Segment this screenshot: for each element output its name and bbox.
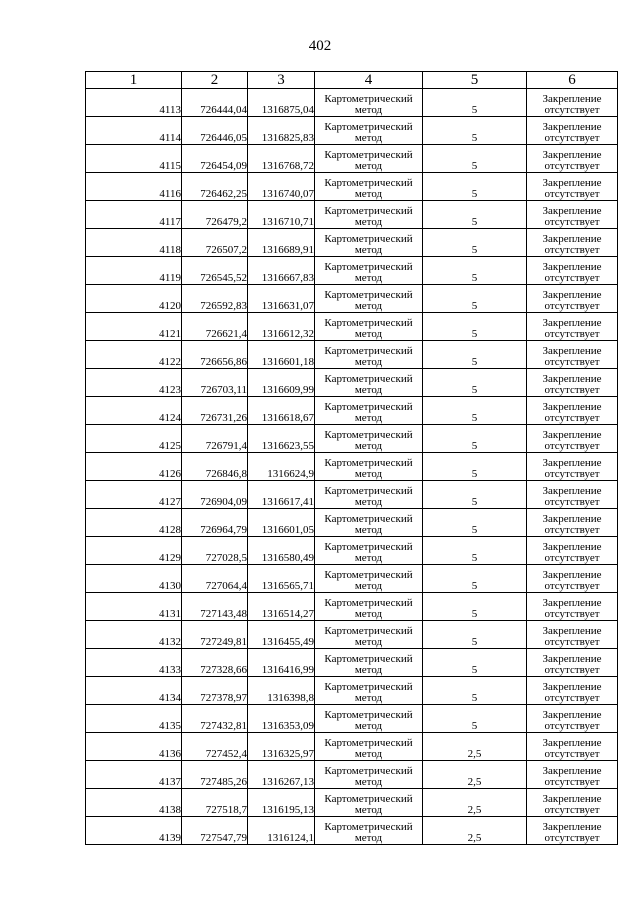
x-coordinate-cell: 726846,8 [182, 453, 248, 481]
point-number-cell: 4131 [86, 593, 182, 621]
y-coordinate-cell: 1316601,05 [248, 509, 315, 537]
x-coordinate-cell: 727328,66 [182, 649, 248, 677]
y-coordinate-cell: 1316565,71 [248, 565, 315, 593]
method-cell: Картометрический метод [315, 565, 423, 593]
y-coordinate-cell: 1316825,83 [248, 117, 315, 145]
table-row [86, 761, 618, 789]
table-row [86, 229, 618, 257]
x-coordinate-cell: 726703,11 [182, 369, 248, 397]
accuracy-cell: 5 [423, 341, 527, 369]
y-coordinate-cell: 1316768,72 [248, 145, 315, 173]
y-coordinate-cell: 1316601,18 [248, 341, 315, 369]
y-coordinate-cell: 1316631,07 [248, 285, 315, 313]
point-number-cell: 4116 [86, 173, 182, 201]
x-coordinate-cell: 727028,5 [182, 537, 248, 565]
x-coordinate-cell: 726454,09 [182, 145, 248, 173]
column-header: 6 [527, 72, 618, 89]
x-coordinate-cell: 726731,26 [182, 397, 248, 425]
table-row [86, 481, 618, 509]
x-coordinate-cell: 726462,25 [182, 173, 248, 201]
y-coordinate-cell: 1316740,07 [248, 173, 315, 201]
x-coordinate-cell: 726479,2 [182, 201, 248, 229]
method-cell: Картометрический метод [315, 229, 423, 257]
table-row [86, 341, 618, 369]
point-number-cell: 4114 [86, 117, 182, 145]
fixing-cell: Закрепление отсутствует [527, 733, 618, 761]
y-coordinate-cell: 1316455,49 [248, 621, 315, 649]
y-coordinate-cell: 1316617,41 [248, 481, 315, 509]
table-row [86, 565, 618, 593]
fixing-cell: Закрепление отсутствует [527, 229, 618, 257]
point-number-cell: 4113 [86, 89, 182, 117]
x-coordinate-cell: 726964,79 [182, 509, 248, 537]
method-cell: Картометрический метод [315, 313, 423, 341]
method-cell: Картометрический метод [315, 789, 423, 817]
accuracy-cell: 5 [423, 313, 527, 341]
accuracy-cell: 5 [423, 453, 527, 481]
y-coordinate-cell: 1316580,49 [248, 537, 315, 565]
x-coordinate-cell: 727143,48 [182, 593, 248, 621]
column-header: 4 [315, 72, 423, 89]
accuracy-cell: 5 [423, 565, 527, 593]
table-row [86, 509, 618, 537]
column-header: 3 [248, 72, 315, 89]
x-coordinate-cell: 726656,86 [182, 341, 248, 369]
point-number-cell: 4121 [86, 313, 182, 341]
accuracy-cell: 5 [423, 201, 527, 229]
method-cell: Картометрический метод [315, 397, 423, 425]
method-cell: Картометрический метод [315, 761, 423, 789]
accuracy-cell: 5 [423, 537, 527, 565]
method-cell: Картометрический метод [315, 593, 423, 621]
accuracy-cell: 5 [423, 509, 527, 537]
table-row [86, 173, 618, 201]
y-coordinate-cell: 1316416,99 [248, 649, 315, 677]
point-number-cell: 4127 [86, 481, 182, 509]
y-coordinate-cell: 1316124,1 [248, 817, 315, 845]
fixing-cell: Закрепление отсутствует [527, 705, 618, 733]
method-cell: Картометрический метод [315, 649, 423, 677]
point-number-cell: 4136 [86, 733, 182, 761]
table-row [86, 425, 618, 453]
point-number-cell: 4126 [86, 453, 182, 481]
x-coordinate-cell: 727485,26 [182, 761, 248, 789]
method-cell: Картометрический метод [315, 341, 423, 369]
y-coordinate-cell: 1316689,91 [248, 229, 315, 257]
table-row [86, 453, 618, 481]
table-body [86, 89, 618, 845]
point-number-cell: 4118 [86, 229, 182, 257]
method-cell: Картометрический метод [315, 453, 423, 481]
accuracy-cell: 2,5 [423, 761, 527, 789]
accuracy-cell: 5 [423, 649, 527, 677]
point-number-cell: 4130 [86, 565, 182, 593]
fixing-cell: Закрепление отсутствует [527, 89, 618, 117]
table-row [86, 621, 618, 649]
y-coordinate-cell: 1316624,9 [248, 453, 315, 481]
table-row [86, 817, 618, 845]
fixing-cell: Закрепление отсутствует [527, 593, 618, 621]
method-cell: Картометрический метод [315, 733, 423, 761]
point-number-cell: 4123 [86, 369, 182, 397]
method-cell: Картометрический метод [315, 89, 423, 117]
accuracy-cell: 5 [423, 257, 527, 285]
table-row [86, 593, 618, 621]
point-number-cell: 4137 [86, 761, 182, 789]
accuracy-cell: 5 [423, 285, 527, 313]
table-row [86, 89, 618, 117]
point-number-cell: 4119 [86, 257, 182, 285]
table-row [86, 677, 618, 705]
method-cell: Картометрический метод [315, 621, 423, 649]
point-number-cell: 4117 [86, 201, 182, 229]
y-coordinate-cell: 1316623,55 [248, 425, 315, 453]
y-coordinate-cell: 1316398,8 [248, 677, 315, 705]
page-number: 402 [308, 38, 332, 54]
accuracy-cell: 5 [423, 677, 527, 705]
x-coordinate-cell: 726791,4 [182, 425, 248, 453]
accuracy-cell: 5 [423, 397, 527, 425]
x-coordinate-cell: 727432,81 [182, 705, 248, 733]
method-cell: Картометрический метод [315, 817, 423, 845]
fixing-cell: Закрепление отсутствует [527, 285, 618, 313]
x-coordinate-cell: 727547,79 [182, 817, 248, 845]
method-cell: Картометрический метод [315, 285, 423, 313]
coordinates-table [85, 71, 618, 845]
fixing-cell: Закрепление отсутствует [527, 537, 618, 565]
method-cell: Картометрический метод [315, 425, 423, 453]
method-cell: Картометрический метод [315, 201, 423, 229]
point-number-cell: 4133 [86, 649, 182, 677]
accuracy-cell: 5 [423, 705, 527, 733]
y-coordinate-cell: 1316875,04 [248, 89, 315, 117]
fixing-cell: Закрепление отсутствует [527, 397, 618, 425]
accuracy-cell: 5 [423, 173, 527, 201]
point-number-cell: 4120 [86, 285, 182, 313]
fixing-cell: Закрепление отсутствует [527, 369, 618, 397]
fixing-cell: Закрепление отсутствует [527, 341, 618, 369]
table-row [86, 733, 618, 761]
fixing-cell: Закрепление отсутствует [527, 761, 618, 789]
y-coordinate-cell: 1316353,09 [248, 705, 315, 733]
y-coordinate-cell: 1316325,97 [248, 733, 315, 761]
accuracy-cell: 5 [423, 145, 527, 173]
y-coordinate-cell: 1316609,99 [248, 369, 315, 397]
fixing-cell: Закрепление отсутствует [527, 621, 618, 649]
x-coordinate-cell: 727518,7 [182, 789, 248, 817]
accuracy-cell: 5 [423, 593, 527, 621]
point-number-cell: 4134 [86, 677, 182, 705]
accuracy-cell: 2,5 [423, 733, 527, 761]
fixing-cell: Закрепление отсутствует [527, 425, 618, 453]
fixing-cell: Закрепление отсутствует [527, 677, 618, 705]
fixing-cell: Закрепление отсутствует [527, 649, 618, 677]
method-cell: Картометрический метод [315, 537, 423, 565]
method-cell: Картометрический метод [315, 257, 423, 285]
fixing-cell: Закрепление отсутствует [527, 453, 618, 481]
point-number-cell: 4115 [86, 145, 182, 173]
y-coordinate-cell: 1316195,13 [248, 789, 315, 817]
point-number-cell: 4125 [86, 425, 182, 453]
point-number-cell: 4138 [86, 789, 182, 817]
accuracy-cell: 5 [423, 229, 527, 257]
method-cell: Картометрический метод [315, 509, 423, 537]
fixing-cell: Закрепление отсутствует [527, 173, 618, 201]
method-cell: Картометрический метод [315, 173, 423, 201]
method-cell: Картометрический метод [315, 705, 423, 733]
y-coordinate-cell: 1316618,67 [248, 397, 315, 425]
accuracy-cell: 5 [423, 369, 527, 397]
y-coordinate-cell: 1316514,27 [248, 593, 315, 621]
table-row [86, 649, 618, 677]
x-coordinate-cell: 727249,81 [182, 621, 248, 649]
x-coordinate-cell: 726444,04 [182, 89, 248, 117]
accuracy-cell: 5 [423, 89, 527, 117]
accuracy-cell: 2,5 [423, 817, 527, 845]
method-cell: Картометрический метод [315, 145, 423, 173]
table-row [86, 257, 618, 285]
table-row [86, 201, 618, 229]
x-coordinate-cell: 726446,05 [182, 117, 248, 145]
y-coordinate-cell: 1316612,32 [248, 313, 315, 341]
fixing-cell: Закрепление отсутствует [527, 509, 618, 537]
point-number-cell: 4128 [86, 509, 182, 537]
table-row [86, 145, 618, 173]
x-coordinate-cell: 727452,4 [182, 733, 248, 761]
method-cell: Картометрический метод [315, 369, 423, 397]
table-row [86, 369, 618, 397]
column-header: 1 [86, 72, 182, 89]
table-row [86, 285, 618, 313]
table-row [86, 397, 618, 425]
accuracy-cell: 5 [423, 621, 527, 649]
method-cell: Картометрический метод [315, 117, 423, 145]
x-coordinate-cell: 726621,4 [182, 313, 248, 341]
fixing-cell: Закрепление отсутствует [527, 313, 618, 341]
x-coordinate-cell: 726592,83 [182, 285, 248, 313]
fixing-cell: Закрепление отсутствует [527, 201, 618, 229]
column-header: 2 [182, 72, 248, 89]
table-row [86, 705, 618, 733]
x-coordinate-cell: 727378,97 [182, 677, 248, 705]
header-row [86, 72, 618, 89]
accuracy-cell: 5 [423, 425, 527, 453]
x-coordinate-cell: 726904,09 [182, 481, 248, 509]
point-number-cell: 4139 [86, 817, 182, 845]
table-row [86, 313, 618, 341]
table-row [86, 537, 618, 565]
accuracy-cell: 2,5 [423, 789, 527, 817]
x-coordinate-cell: 726507,2 [182, 229, 248, 257]
x-coordinate-cell: 726545,52 [182, 257, 248, 285]
accuracy-cell: 5 [423, 481, 527, 509]
fixing-cell: Закрепление отсутствует [527, 565, 618, 593]
fixing-cell: Закрепление отсутствует [527, 145, 618, 173]
fixing-cell: Закрепление отсутствует [527, 257, 618, 285]
point-number-cell: 4124 [86, 397, 182, 425]
table-row [86, 789, 618, 817]
fixing-cell: Закрепление отсутствует [527, 117, 618, 145]
point-number-cell: 4132 [86, 621, 182, 649]
column-header: 5 [423, 72, 527, 89]
point-number-cell: 4129 [86, 537, 182, 565]
y-coordinate-cell: 1316667,83 [248, 257, 315, 285]
y-coordinate-cell: 1316710,71 [248, 201, 315, 229]
point-number-cell: 4122 [86, 341, 182, 369]
method-cell: Картометрический метод [315, 677, 423, 705]
y-coordinate-cell: 1316267,13 [248, 761, 315, 789]
accuracy-cell: 5 [423, 117, 527, 145]
table-row [86, 117, 618, 145]
fixing-cell: Закрепление отсутствует [527, 789, 618, 817]
point-number-cell: 4135 [86, 705, 182, 733]
method-cell: Картометрический метод [315, 481, 423, 509]
x-coordinate-cell: 727064,4 [182, 565, 248, 593]
fixing-cell: Закрепление отсутствует [527, 481, 618, 509]
fixing-cell: Закрепление отсутствует [527, 817, 618, 845]
